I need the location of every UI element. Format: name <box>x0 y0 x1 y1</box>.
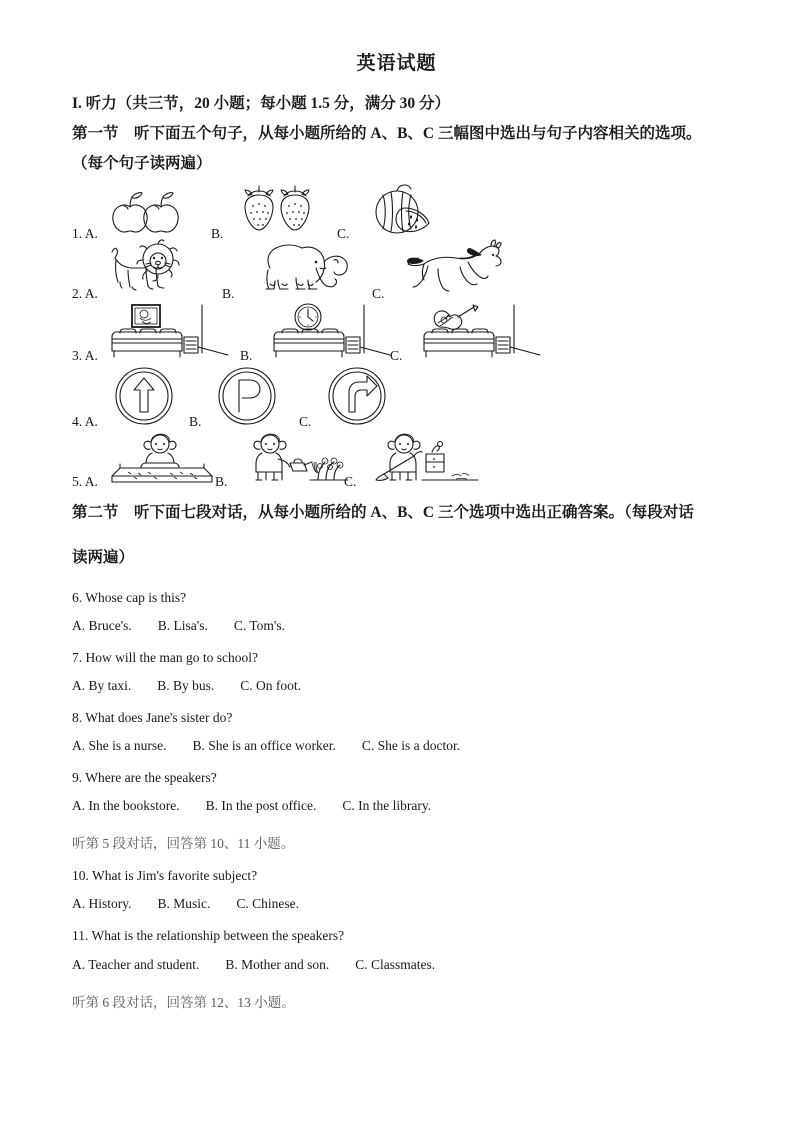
question-3-option-c-label: C. <box>390 347 403 363</box>
question-options <box>72 678 733 694</box>
cue-dialogue-6: 听第 6 段对话，回答第 12、13 小题。 <box>72 994 295 1010</box>
option-c[interactable]: C. She is a doctor. <box>361 738 461 754</box>
question-11 <box>72 929 733 972</box>
question-stem: 7. How will the man go to school? <box>72 649 258 665</box>
question-options <box>72 896 733 912</box>
option-a[interactable]: A. She is a nurse. <box>72 738 167 754</box>
question-8 <box>72 711 733 754</box>
question-3-option-b-label: B. <box>240 347 253 363</box>
question-options <box>72 957 733 973</box>
picture-question-row <box>72 432 733 492</box>
page-content <box>0 89 793 1011</box>
question-2-option-c-label: C. <box>372 285 385 301</box>
question-stem: 10. What is Jim's favorite subject? <box>72 868 258 884</box>
question-stem: 11. What is the relationship between the speakers? <box>72 928 345 944</box>
option-b[interactable]: B. In the post office. <box>205 798 317 814</box>
option-a[interactable]: A. Teacher and student. <box>72 956 200 972</box>
option-c[interactable]: C. In the library. <box>342 798 432 814</box>
question-10 <box>72 869 733 912</box>
option-c[interactable]: C. Tom's. <box>233 617 285 633</box>
question-stem: 6. Whose cap is this? <box>72 589 187 605</box>
girl-at-sandbox-icon <box>108 432 216 486</box>
option-a[interactable]: A. History. <box>72 896 132 912</box>
option-b[interactable]: B. By bus. <box>157 677 215 693</box>
question-5-option-b-label: B. <box>215 473 228 489</box>
question-options <box>72 738 733 754</box>
sofa-with-guitar-icon <box>418 303 548 361</box>
sofa-with-clock-icon <box>268 303 398 361</box>
parking-sign-icon <box>215 366 279 426</box>
option-c[interactable]: C. On foot. <box>240 677 302 693</box>
question-1-option-a-label: 1. A. <box>72 225 98 241</box>
question-stem: 9. Where are the speakers? <box>72 770 217 786</box>
page-title: 英语试题 <box>356 53 437 74</box>
horse-icon <box>398 240 523 296</box>
question-1-option-b-label: B. <box>211 225 224 241</box>
strawberries-icon <box>239 182 329 234</box>
question-2-option-a-label: 2. A. <box>72 285 98 301</box>
girl-watering-flowers-icon <box>240 432 350 488</box>
question-1-option-c-label: C. <box>337 225 350 241</box>
turn-right-sign-icon <box>325 366 389 426</box>
picture-question-row <box>72 366 733 432</box>
section-i-heading: I. 听力（共三节，20 小题；每小题 1.5 分，满分 30 分） <box>72 95 451 112</box>
option-a[interactable]: A. Bruce's. <box>72 617 132 633</box>
picture-question-row <box>72 244 733 304</box>
lion-icon <box>106 238 204 294</box>
question-9 <box>72 771 733 814</box>
question-5-option-c-label: C. <box>344 473 357 489</box>
question-3-option-a-label: 3. A. <box>72 347 98 363</box>
option-b[interactable]: B. Music. <box>157 896 211 912</box>
picture-question-row <box>72 304 733 366</box>
picture-question-list <box>72 184 733 492</box>
part-one-heading-line2: （每个句子读两遍） <box>72 155 212 173</box>
question-4-option-b-label: B. <box>189 413 202 429</box>
question-4-option-c-label: C. <box>299 413 312 429</box>
picture-question-row <box>72 184 733 244</box>
question-4-option-a-label: 4. A. <box>72 413 98 429</box>
option-a[interactable]: A. In the bookstore. <box>72 798 180 814</box>
question-5-option-a-label: 5. A. <box>72 473 98 489</box>
cue-dialogue-5: 听第 5 段对话，回答第 10、11 小题。 <box>72 836 295 852</box>
watermelon-icon <box>365 184 451 236</box>
girl-sweeping-icon <box>370 432 480 488</box>
option-b[interactable]: B. Lisa's. <box>157 617 208 633</box>
question-2-option-b-label: B. <box>222 285 235 301</box>
question-stem: 8. What does Jane's sister do? <box>72 709 233 725</box>
apples-icon <box>106 184 192 234</box>
question-6 <box>72 591 733 634</box>
question-options <box>72 618 733 634</box>
option-c[interactable]: C. Classmates. <box>355 956 436 972</box>
part-one-heading-line1: 第一节 听下面五个句子，从每小题所给的 A、B、C 三幅图中选出与句子内容相关的选项。 <box>72 125 702 143</box>
option-b[interactable]: B. Mother and son. <box>225 956 330 972</box>
sofa-with-picture-icon <box>106 303 236 361</box>
question-7 <box>72 651 733 694</box>
go-straight-sign-icon <box>112 366 176 426</box>
question-options <box>72 798 733 814</box>
part-two-heading-line2: 读两遍） <box>72 549 135 567</box>
option-b[interactable]: B. She is an office worker. <box>192 738 336 754</box>
option-a[interactable]: A. By taxi. <box>72 677 132 693</box>
option-c[interactable]: C. Chinese. <box>236 896 300 912</box>
elephant-icon <box>250 238 355 294</box>
part-two-heading-line1: 第二节 听下面七段对话，从每小题所给的 A、B、C 三个选项中选出正确答案。（每段对话 <box>72 503 694 521</box>
